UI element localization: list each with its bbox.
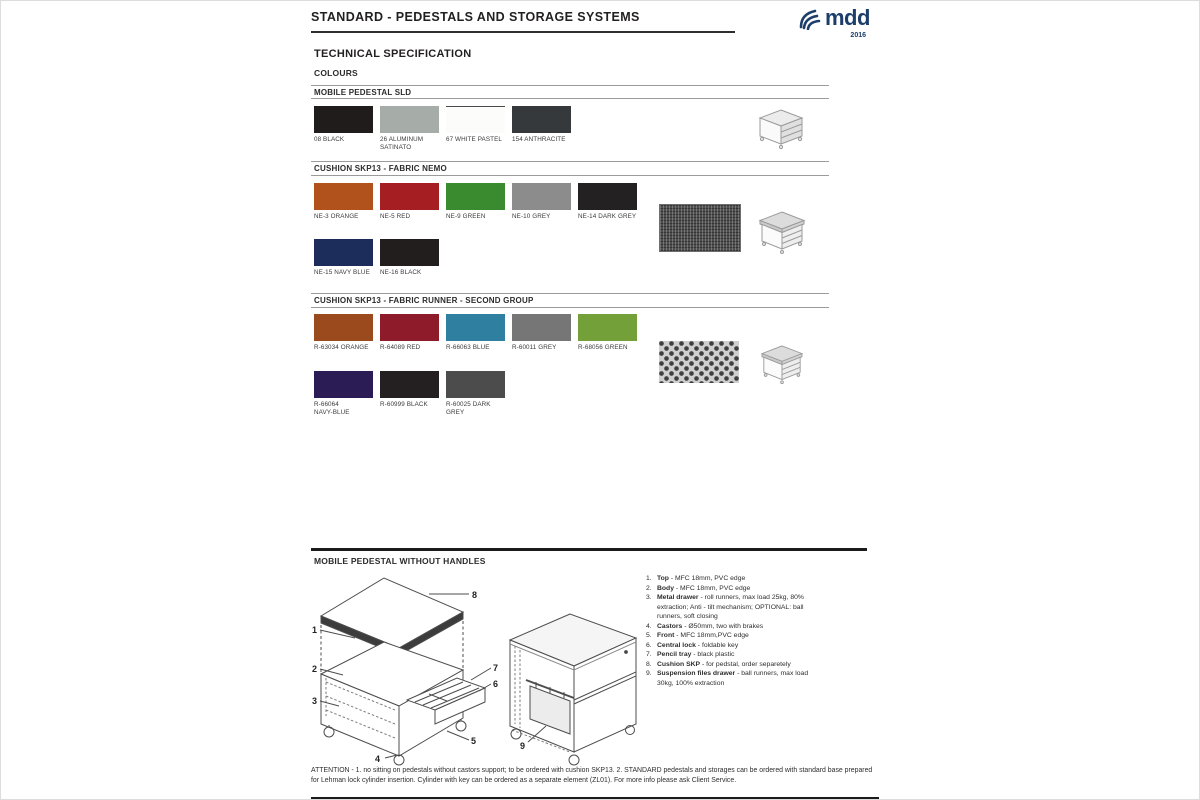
swatch-r66064-navy-blue <box>314 371 380 417</box>
callout-9: 9 <box>520 741 526 751</box>
exploded-pedestal-drawing <box>311 572 509 768</box>
swatch-color <box>314 183 373 210</box>
swatch-08-black <box>314 106 380 152</box>
swatch-label: R-63034 ORANGE <box>314 344 369 351</box>
spec-item: 5. Front - MFC 18mm,PVC edge <box>646 632 749 640</box>
pedestal-with-cushion-icon <box>757 211 807 255</box>
section-rule <box>311 175 829 176</box>
callout-1: 1 <box>312 625 318 635</box>
swatch-color <box>314 106 373 133</box>
pedestal-3-drawer-icon <box>758 108 804 150</box>
section-rule <box>311 307 829 308</box>
swatch-color <box>314 314 373 341</box>
section-heading-mobile-pedestal-without-handles: MOBILE PEDESTAL WITHOUT HANDLES <box>314 556 486 566</box>
swatch-row <box>314 239 446 277</box>
swatch-label: NE-10 GREY <box>512 213 551 220</box>
brand-name: mdd <box>825 5 870 30</box>
section-rule <box>311 98 829 99</box>
spec-item: 1. Top - MFC 18mm, PVC edge <box>646 575 746 582</box>
divider-rule <box>311 548 867 551</box>
swatch-label: NE-14 DARK GREY <box>578 213 637 220</box>
bottom-rule <box>311 797 879 799</box>
swatch-color <box>446 106 505 133</box>
swatch-color <box>512 183 571 210</box>
swatch-r66063-blue <box>446 314 512 352</box>
swatch-ne5-red <box>380 183 446 221</box>
swatch-color <box>380 314 439 341</box>
swatch-ne10-grey <box>512 183 578 221</box>
swatch-label: R-60011 GREY <box>512 344 557 351</box>
callout-2: 2 <box>312 664 318 674</box>
swatch-label: R-60025 DARK GREY <box>446 401 491 416</box>
swatch-26-aluminum-satinato <box>380 106 446 152</box>
swatch-r63034-orange <box>314 314 380 352</box>
swatch-label: 67 WHITE PASTEL <box>446 136 502 143</box>
swatch-color <box>512 106 571 133</box>
swatch-67-white-pastel <box>446 106 512 152</box>
swatch-row <box>314 106 578 152</box>
swatch-label: R-66064 NAVY-BLUE <box>314 401 350 416</box>
swatch-color <box>578 183 637 210</box>
swatch-ne14-dark-grey <box>578 183 644 221</box>
page-title: STANDARD - PEDESTALS AND STORAGE SYSTEMS <box>311 10 640 24</box>
spec-item: 3. Metal drawer - roll runners, max load 25kg, 80% extraction; Anti - tilt mechanism; OPTIONAL: ball runners, soft closing <box>646 594 804 621</box>
spec-item: 6. Central lock - foldable key <box>646 641 739 649</box>
swatch-color <box>314 239 373 266</box>
swatch-color <box>380 239 439 266</box>
swatch-label: NE-5 RED <box>380 213 411 220</box>
swatch-color <box>446 371 505 398</box>
pedestal-with-cushion-icon <box>759 345 805 385</box>
swatch-r68056-green <box>578 314 644 352</box>
swatch-label: R-64089 RED <box>380 344 421 351</box>
spec-list <box>646 574 826 688</box>
swatch-ne3-orange <box>314 183 380 221</box>
section-heading-fabric-nemo: CUSHION SKP13 - FABRIC NEMO <box>314 164 447 173</box>
swatch-color <box>446 314 505 341</box>
section-rule <box>311 161 829 162</box>
woven-fabric-swatch <box>659 204 741 252</box>
swatch-label: 08 BLACK <box>314 136 345 143</box>
swatch-color <box>380 183 439 210</box>
swatch-color <box>380 106 439 133</box>
swatch-ne9-green <box>446 183 512 221</box>
swatch-r60025-dark-grey <box>446 371 512 417</box>
swatch-color <box>314 371 373 398</box>
swatch-color <box>446 183 505 210</box>
spec-item: 7. Pencil tray - black plastic <box>646 651 735 659</box>
callout-3: 3 <box>312 696 318 706</box>
section-rule <box>311 85 829 86</box>
swatch-label: NE-15 NAVY BLUE <box>314 269 370 276</box>
swatch-label: R-60999 BLACK <box>380 401 428 408</box>
title-underline <box>311 31 735 33</box>
swatch-r60011-grey <box>512 314 578 352</box>
swatch-label: R-66063 BLUE <box>446 344 490 351</box>
swatch-row <box>314 183 644 221</box>
callout-7: 7 <box>493 663 499 673</box>
colours-heading: COLOURS <box>314 68 358 78</box>
callout-6: 6 <box>493 679 499 689</box>
spec-item: 8. Cushion SKP - for pedstal, order separetely <box>646 660 791 668</box>
swatch-row <box>314 314 644 352</box>
brand-logo <box>798 7 870 30</box>
callout-5: 5 <box>471 736 477 746</box>
swatch-r60999-black <box>380 371 446 417</box>
swatch-label: 154 ANTHRACITE <box>512 136 566 143</box>
swatch-r64089-red <box>380 314 446 352</box>
swatch-label: R-68056 GREEN <box>578 344 628 351</box>
dotted-fabric-swatch <box>659 341 739 383</box>
swatch-color <box>512 314 571 341</box>
spec-item: 4. Castors - Ø50mm, two with brakes <box>646 622 764 630</box>
callout-8: 8 <box>472 590 478 600</box>
section-rule <box>311 293 829 294</box>
swatch-color <box>380 371 439 398</box>
swatch-label: NE-3 ORANGE <box>314 213 359 220</box>
mdd-wave-icon <box>798 7 822 30</box>
swatch-color <box>578 314 637 341</box>
section-heading-mobile-pedestal-sld: MOBILE PEDESTAL SLD <box>314 88 412 97</box>
spec-item: 9. Suspension files drawer - ball runners, max load 30kg, 100% extraction <box>646 670 809 687</box>
callout-4: 4 <box>375 754 381 764</box>
catalog-year: 2016 <box>850 32 866 39</box>
technical-specification-heading: TECHNICAL SPECIFICATION <box>314 48 472 60</box>
swatch-ne16-black <box>380 239 446 277</box>
swatch-label: 26 ALUMINUM SATINATO <box>380 136 424 151</box>
spec-item: 2. Body - MFC 18mm, PVC edge <box>646 584 751 592</box>
attention-note: ATTENTION - 1. no sitting on pedestals without castors support; to be ordered with cushion SKP13. 2. STANDARD pedestals and storages can be ordered with standard base prepared for Lehman lock cylinder insertion. Cylinder with key can be ordered as a separate element (ZL01). For more info please ask Client Service. <box>311 767 873 784</box>
section-heading-fabric-runner: CUSHION SKP13 - FABRIC RUNNER - SECOND GROUP <box>314 296 534 305</box>
swatch-label: NE-9 GREEN <box>446 213 486 220</box>
suspension-file-pedestal-drawing <box>498 602 650 774</box>
swatch-row <box>314 371 512 417</box>
swatch-ne15-navy-blue <box>314 239 380 277</box>
swatch-154-anthracite <box>512 106 578 152</box>
swatch-label: NE-16 BLACK <box>380 269 422 276</box>
